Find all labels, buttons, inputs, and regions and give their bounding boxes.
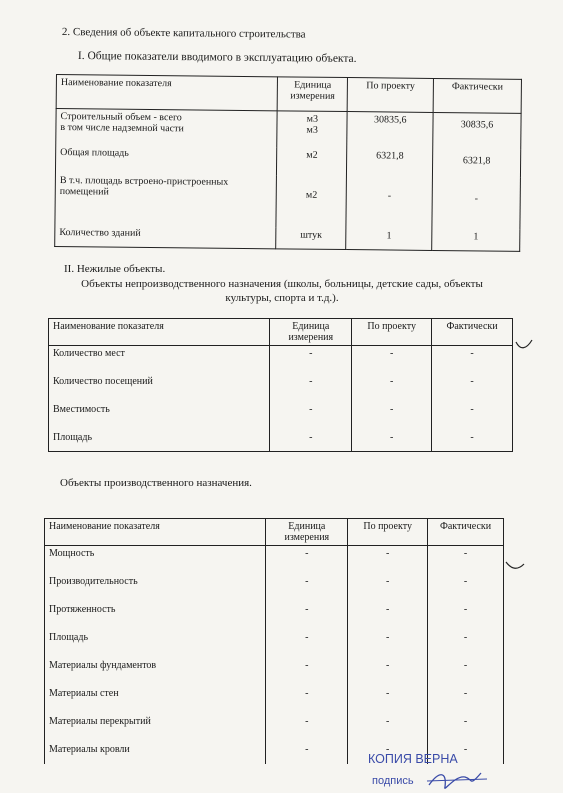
table-general-indicators — [54, 74, 522, 252]
row-actual: - — [428, 742, 504, 764]
row-unit: - — [270, 346, 352, 374]
signature-label: подпись — [372, 775, 414, 787]
row-name: Количество мест — [49, 346, 270, 374]
row-name: Общая площадь — [55, 145, 277, 175]
table-row — [49, 402, 513, 430]
row-actual: 30835,6 — [433, 112, 521, 149]
row-project: 6321,8 — [347, 148, 433, 177]
row-project: - — [346, 176, 432, 229]
table-row — [45, 602, 504, 630]
row-name: Материалы кровли — [45, 742, 266, 764]
header-actual: Фактически — [428, 519, 504, 546]
table-row — [45, 686, 504, 714]
row-name: Строительный объем - всего в том числе надземной части — [56, 109, 278, 147]
row-name: Количество зданий — [55, 224, 277, 248]
row-unit: м2 — [276, 175, 346, 228]
row-actual: - — [428, 574, 504, 602]
row-unit: - — [270, 374, 352, 402]
header-name: Наименование показателя — [49, 319, 270, 346]
row-unit: - — [266, 602, 348, 630]
table-row — [45, 574, 504, 602]
row-name: Мощность — [45, 546, 266, 574]
table-production — [44, 518, 504, 764]
header-actual: Фактически — [433, 78, 521, 113]
row-actual: - — [428, 546, 504, 574]
row-project: - — [348, 714, 428, 742]
row-unit: - — [266, 574, 348, 602]
row-project: - — [348, 742, 428, 764]
table-row — [49, 374, 513, 402]
row-project: - — [348, 686, 428, 714]
row-project: - — [352, 346, 432, 374]
row-actual: - — [428, 714, 504, 742]
row-actual: - — [428, 686, 504, 714]
row-actual: - — [432, 176, 520, 229]
margin-mark — [504, 560, 528, 574]
row-project: - — [352, 374, 432, 402]
row-project: 30835,6 — [347, 112, 433, 149]
row-unit: - — [270, 402, 352, 430]
row-actual: - — [428, 630, 504, 658]
table-row — [45, 714, 504, 742]
margin-mark — [512, 336, 536, 356]
table-row — [55, 172, 521, 229]
signature-mark — [425, 765, 495, 793]
row-name: Вместимость — [49, 402, 270, 430]
row-name: В т.ч. площадь встроено-пристроенных помещений — [55, 172, 277, 226]
row-project: - — [348, 630, 428, 658]
row-unit: - — [266, 630, 348, 658]
row-project: - — [348, 602, 428, 630]
row-unit: - — [266, 742, 348, 764]
row-name: Протяженность — [45, 602, 266, 630]
row-name: Материалы перекрытий — [45, 714, 266, 742]
row-actual: - — [432, 374, 513, 402]
row-unit: м3 м3 — [277, 111, 347, 148]
row-project: - — [348, 574, 428, 602]
table-row — [49, 430, 513, 452]
row-name: Производительность — [45, 574, 266, 602]
header-name: Наименование показателя — [56, 75, 278, 111]
row-actual: - — [432, 402, 513, 430]
row-project: - — [352, 430, 432, 452]
row-project: 1 — [346, 228, 432, 251]
header-actual: Фактически — [432, 319, 513, 346]
row-project: - — [348, 658, 428, 686]
row-name: Материалы стен — [45, 686, 266, 714]
row-project: - — [348, 546, 428, 574]
part3-title: Объекты производственного назначения. — [60, 477, 252, 489]
header-project: По проекту — [347, 78, 433, 113]
row-actual: 1 — [432, 228, 520, 251]
row-name: Количество посещений — [49, 374, 270, 402]
section-title: 2. Сведения об объекте капитального строительства — [61, 26, 306, 41]
header-name: Наименование показателя — [45, 519, 266, 546]
table-row — [56, 109, 521, 150]
row-actual: 6321,8 — [433, 148, 521, 177]
copy-certified-stamp: КОПИЯ ВЕРНА — [368, 752, 458, 766]
row-project: - — [352, 402, 432, 430]
row-unit: - — [266, 714, 348, 742]
row-actual: - — [428, 658, 504, 686]
row-name: Материалы фундаментов — [45, 658, 266, 686]
part1-title: I. Общие показатели вводимого в эксплуатацию объекта. — [77, 50, 357, 65]
row-actual: - — [432, 430, 513, 452]
table-nonproduction — [48, 318, 513, 452]
header-project: По проекту — [352, 319, 432, 346]
header-unit: Единица измерения — [266, 519, 348, 546]
row-name: Площадь — [49, 430, 270, 452]
part2-subtitle: Объекты непроизводственного назначения (школы, больницы, детские сады, объекты культуры, спорта и т.д.). — [81, 278, 483, 304]
header-project: По проекту — [348, 519, 428, 546]
row-unit: - — [270, 430, 352, 452]
row-actual: - — [432, 346, 513, 374]
row-unit: штук — [276, 227, 346, 250]
table-row — [45, 630, 504, 658]
row-actual: - — [428, 602, 504, 630]
row-unit: - — [266, 686, 348, 714]
header-unit: Единица измерения — [270, 319, 352, 346]
row-unit: м2 — [277, 147, 347, 176]
row-name: Площадь — [45, 630, 266, 658]
row-unit: - — [266, 546, 348, 574]
table-row — [55, 224, 520, 251]
part2-title: II. Нежилые объекты. — [64, 263, 166, 275]
header-unit: Единица измерения — [277, 77, 347, 112]
table-row — [45, 658, 504, 686]
table-row — [49, 346, 513, 374]
table-row — [45, 546, 504, 574]
row-unit: - — [266, 658, 348, 686]
